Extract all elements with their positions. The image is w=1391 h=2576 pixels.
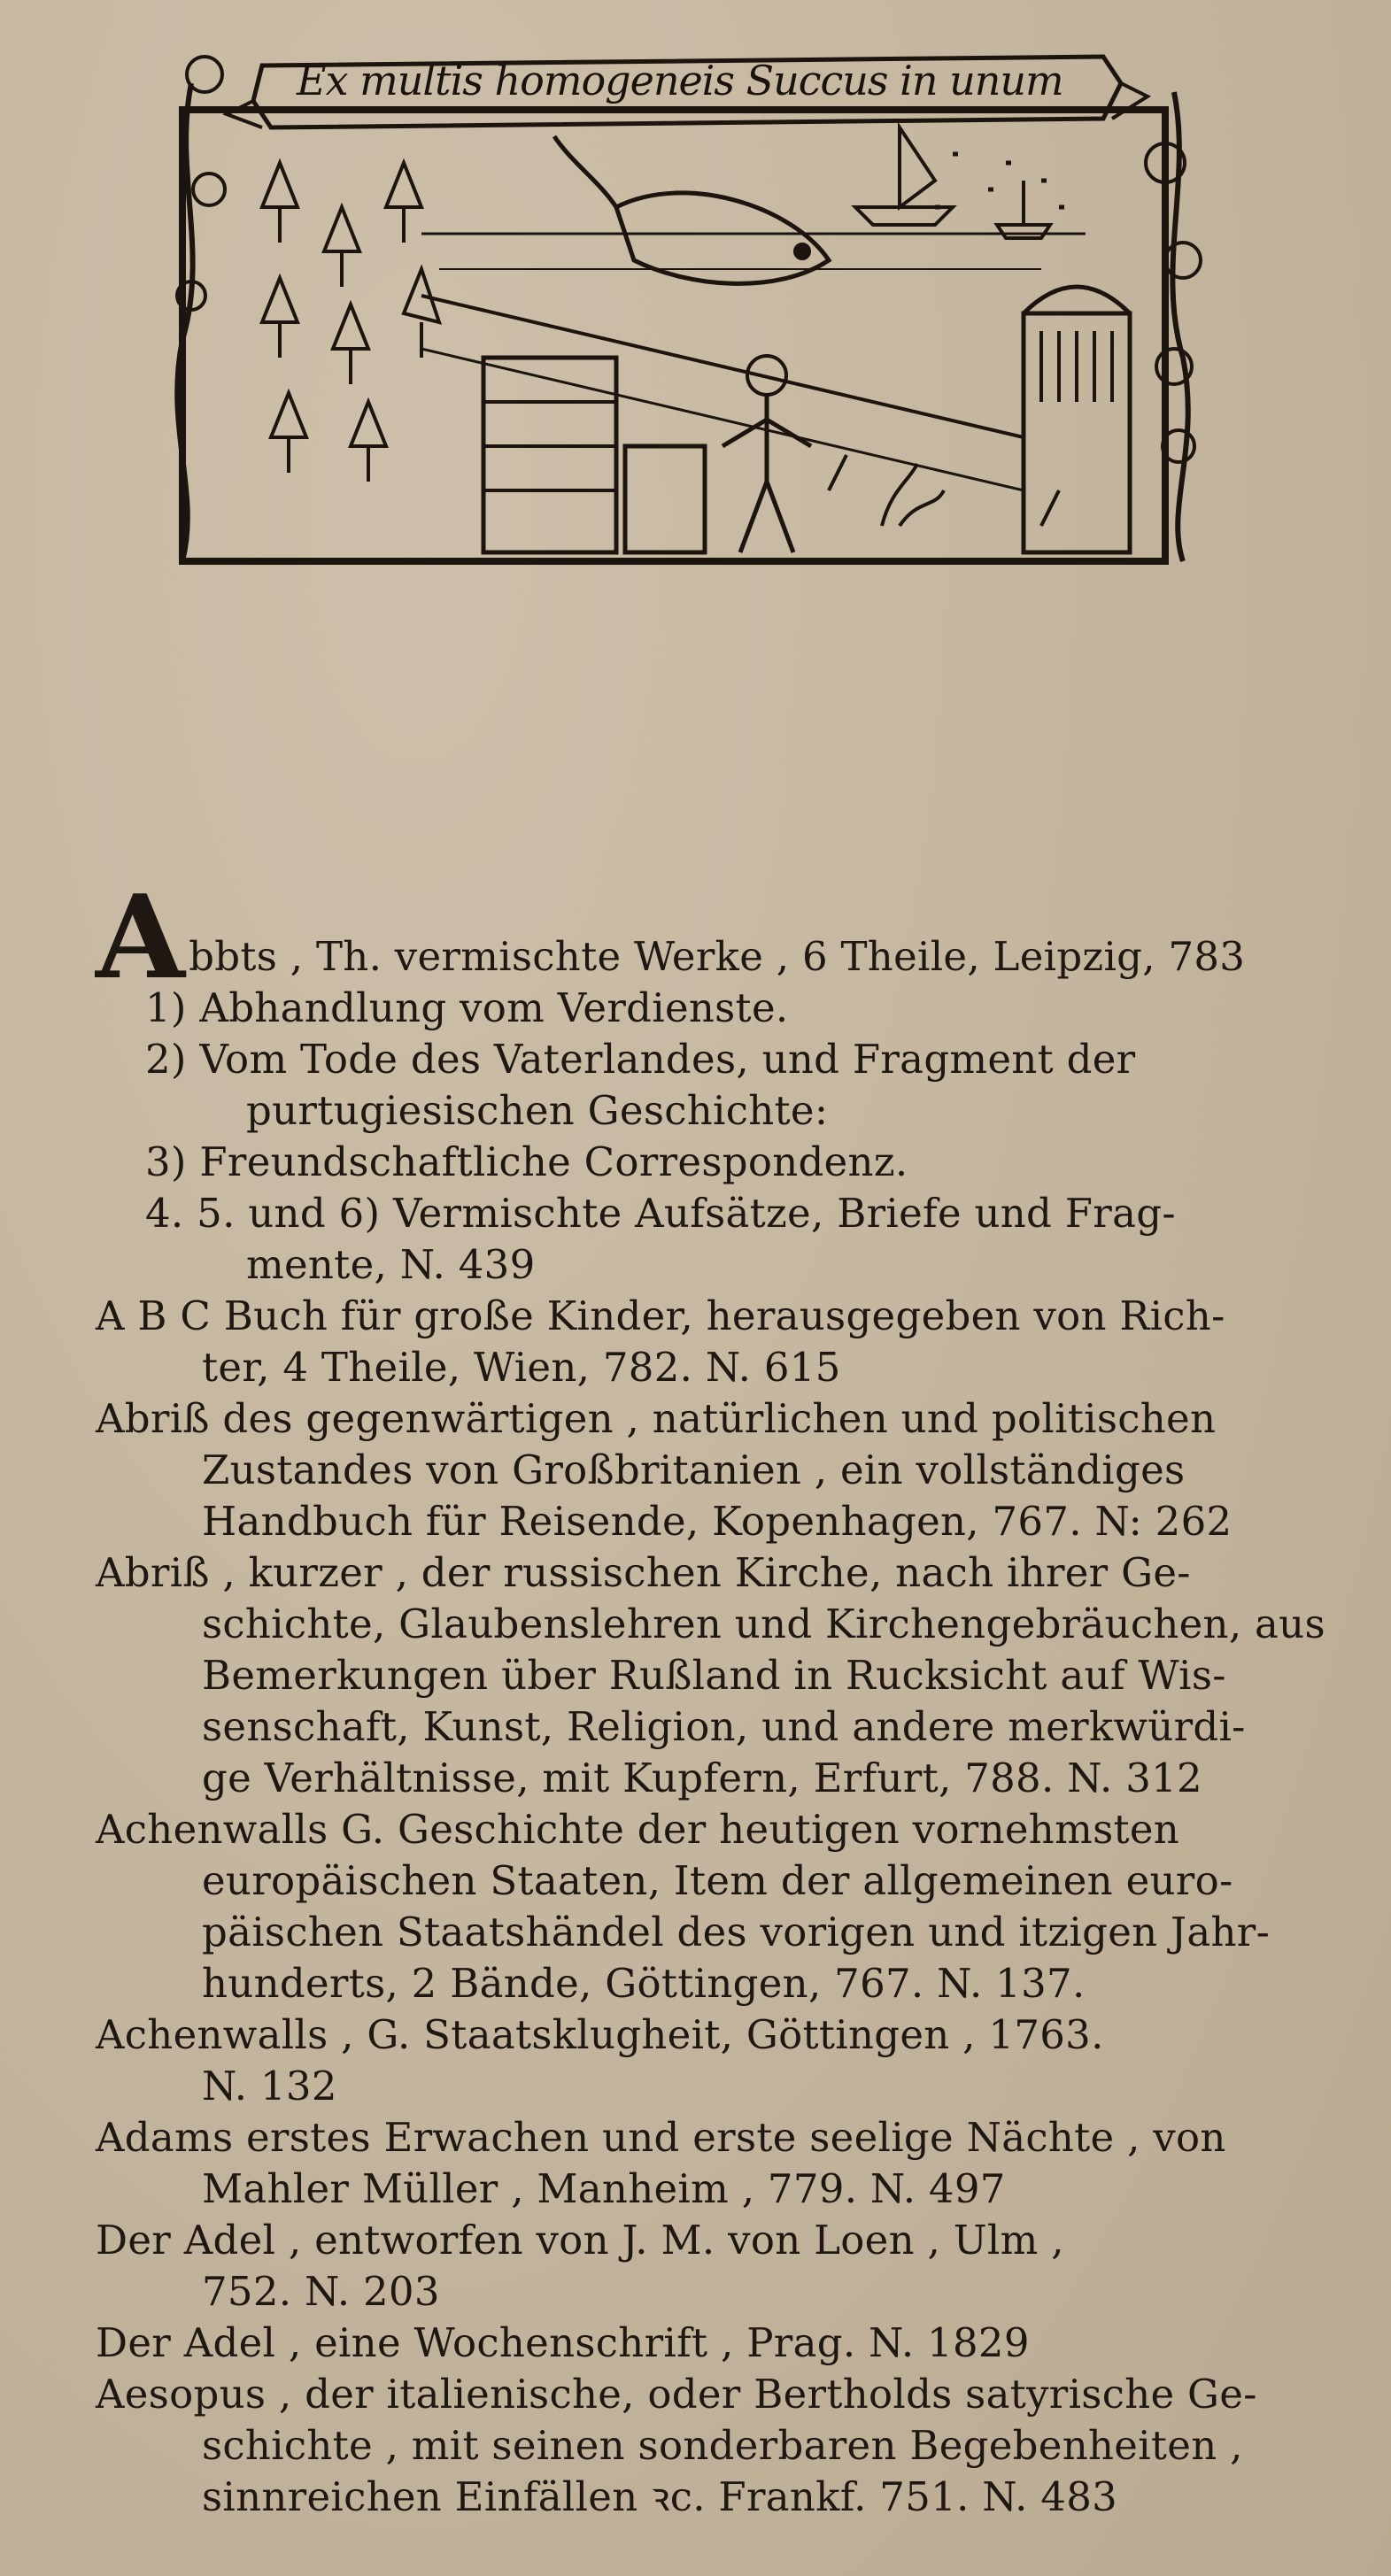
bibliography-entry [96, 869, 1335, 1005]
entry-line: Achenwalls G. Geschichte der heutigen vornehmsten [96, 1806, 1180, 1853]
bibliography-entry [96, 2369, 1335, 2523]
bibliography-entry [96, 1547, 1335, 1804]
entry-line: Der Adel , eine Wochenschrift , Prag. N. 1829 [96, 2319, 1030, 2366]
bibliography-entry [96, 1188, 1335, 1291]
entry-line: A B C Buch für große Kinder, herausgegeben von Rich- [96, 1292, 1225, 1339]
entry-line: schichte , mit seinen sonderbaren Begebenheiten , [202, 2422, 1243, 2469]
entry-line: päischen Staatshändel des vorigen und itzigen Jahr- [202, 1909, 1271, 1955]
entry-line: mente, N. 439 [246, 1241, 536, 1288]
entry-line: ge Verhältnisse, mit Kupfern, Erfurt, 788. N. 312 [202, 1755, 1202, 1801]
printers-device-woodcut-icon [156, 30, 1227, 579]
entry-line: schichte, Glaubenslehren und Kirchengebräuchen, aus [202, 1600, 1325, 1647]
entry-line [96, 869, 1335, 1005]
entry-line: 3) Freundschaftliche Correspondenz. [145, 1138, 908, 1185]
woodcut-motto: Ex multis homogeneis Succus in unum [297, 57, 1063, 104]
entry-line: sinnreichen Einfällen ꝛc. Frankf. 751. N. 483 [202, 2473, 1118, 2520]
bibliography-entry [96, 983, 1335, 1034]
bibliography-entry [96, 1137, 1335, 1188]
entry-text: bbts , Th. vermischte Werke , 6 Theile, Leipzig, 783 [189, 933, 1246, 980]
entry-line: senschaft, Kunst, Religion, und andere merkwürdi- [202, 1703, 1246, 1750]
bibliography-entry [96, 2009, 1335, 2112]
entry-line: 4. 5. und 6) Vermischte Aufsätze, Briefe und Frag- [145, 1190, 1176, 1237]
entry-line: Abriß , kurzer , der russischen Kirche, nach ihrer Ge- [96, 1549, 1191, 1596]
bibliography-entry [96, 1291, 1335, 1393]
entry-line: 752. N. 203 [202, 2268, 440, 2315]
entry-line: Abriß des gegenwärtigen , natürlichen und politischen [96, 1395, 1217, 1442]
entry-line: purtugiesischen Geschichte: [246, 1087, 829, 1134]
bibliography-entry [96, 2215, 1335, 2318]
bibliography-entry [96, 2112, 1335, 2215]
bibliography-list [96, 869, 1335, 2523]
entry-line: N. 132 [202, 2063, 337, 2109]
entry-line: hunderts, 2 Bände, Göttingen, 767. N. 137. [202, 1960, 1086, 2007]
entry-line: Mahler Müller , Manheim , 779. N. 497 [202, 2165, 1006, 2212]
entry-line: Zustandes von Großbritanien , ein vollständiges [202, 1446, 1186, 1493]
drop-cap: A [96, 869, 186, 1005]
bibliography-entry [96, 2318, 1335, 2369]
entry-line: ter, 4 Theile, Wien, 782. N. 615 [202, 1344, 841, 1391]
entry-line: 1) Abhandlung vom Verdienste. [145, 984, 789, 1031]
entry-line: Bemerkungen über Rußland in Rucksicht auf Wis- [202, 1652, 1226, 1699]
entry-line: Aesopus , der italienische, oder Bertholds satyrische Ge- [96, 2371, 1257, 2418]
entry-line: Handbuch für Reisende, Kopenhagen, 767. N: 262 [202, 1498, 1233, 1545]
entry-line: Der Adel , entworfen von J. M. von Loen , Ulm , [96, 2217, 1064, 2264]
woodcut-illustration [156, 30, 1227, 579]
entry-line: europäischen Staaten, Item der allgemeinen euro- [202, 1857, 1233, 1904]
entry-line: Adams erstes Erwachen und erste seelige Nächte , von [96, 2114, 1226, 2161]
entry-line: Achenwalls , G. Staatsklugheit, Göttingen , 1763. [96, 2011, 1104, 2058]
bibliography-entry [96, 1804, 1335, 2009]
entry-line: 2) Vom Tode des Vaterlandes, und Fragment der [145, 1036, 1136, 1083]
bibliography-entry [96, 1393, 1335, 1547]
bibliography-entry [96, 1034, 1335, 1137]
